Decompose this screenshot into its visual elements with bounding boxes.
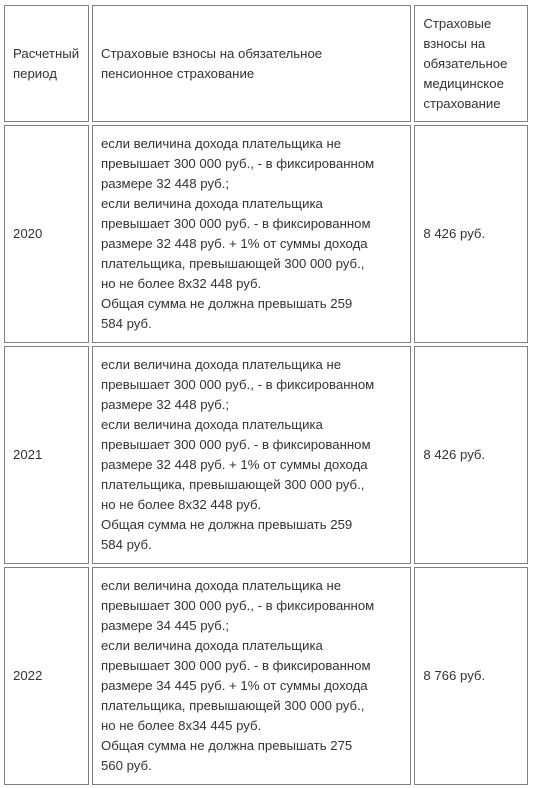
pension-text-line: превышает 300 000 руб. - в фиксированном — [100, 437, 371, 452]
pension-text-line: 584 руб. — [100, 316, 152, 331]
pension-text-line: превышает 300 000 руб., - в фиксированном — [100, 377, 375, 392]
header-text-line: пенсионное страхование — [100, 65, 255, 81]
table-row — [4, 567, 528, 785]
pension-text-line: Общая сумма не должна превышать 275 — [100, 738, 353, 753]
header-period — [4, 5, 89, 122]
pension-text-line: размере 34 445 руб.; — [100, 618, 230, 633]
pension-text-line: превышает 300 000 руб. - в фиксированном — [100, 216, 371, 231]
pension-text-line: Общая сумма не должна превышать 259 — [100, 517, 353, 532]
pension-text-line: размере 32 448 руб. + 1% от суммы дохода — [100, 457, 368, 472]
pension-text-line: 560 руб. — [100, 758, 152, 773]
pension-text-line: если величина дохода плательщика не — [100, 136, 342, 151]
pension-text-line: но не более 8х32 448 руб. — [100, 497, 262, 512]
table-header-row — [4, 5, 528, 122]
medical-cell: 8 426 руб. — [414, 125, 528, 343]
pension-text-line: но не более 8х32 448 руб. — [100, 276, 262, 291]
pension-text-line: размере 32 448 руб.; — [100, 176, 230, 191]
pension-text-line: если величина дохода плательщика — [100, 417, 323, 432]
pension-text-line: превышает 300 000 руб., - в фиксированном — [100, 156, 375, 171]
header-text-line: обязательное — [423, 55, 508, 71]
header-text-line: Страховые — [423, 15, 492, 31]
medical-cell: 8 766 руб. — [414, 567, 528, 785]
header-text-line: Расчетный — [13, 45, 80, 61]
pension-text-line: плательщика, превышающей 300 000 руб., — [100, 477, 365, 492]
pension-cell — [92, 346, 411, 564]
pension-text-line: но не более 8х34 445 руб. — [100, 718, 262, 733]
pension-text-line: размере 32 448 руб.; — [100, 397, 230, 412]
pension-text-line: плательщика, превышающей 300 000 руб., — [100, 256, 365, 271]
header-text-line: взносы на — [423, 35, 486, 51]
period-cell: 2020 — [4, 125, 89, 343]
pension-text-line: если величина дохода плательщика не — [100, 357, 342, 372]
header-text-line: страхование — [423, 95, 501, 111]
insurance-contributions-table — [1, 2, 531, 788]
pension-text-line: если величина дохода плательщика — [100, 196, 323, 211]
pension-text-line: 584 руб. — [100, 537, 152, 552]
pension-text-line: превышает 300 000 руб., - в фиксированном — [100, 598, 375, 613]
medical-cell: 8 426 руб. — [414, 346, 528, 564]
table-row — [4, 125, 528, 343]
pension-text-line: размере 34 445 руб. + 1% от суммы дохода — [100, 678, 368, 693]
header-pension — [92, 5, 411, 122]
pension-text-line: плательщика, превышающей 300 000 руб., — [100, 698, 365, 713]
pension-text-line: Общая сумма не должна превышать 259 — [100, 296, 353, 311]
period-cell: 2022 — [4, 567, 89, 785]
table-row — [4, 346, 528, 564]
header-text-line: период — [13, 65, 57, 81]
header-text-line: медицинское — [423, 75, 504, 91]
pension-text-line: превышает 300 000 руб. - в фиксированном — [100, 658, 371, 673]
pension-cell — [92, 567, 411, 785]
pension-cell — [92, 125, 411, 343]
pension-text-line: если величина дохода плательщика не — [100, 578, 342, 593]
period-cell: 2021 — [4, 346, 89, 564]
pension-text-line: размере 32 448 руб. + 1% от суммы дохода — [100, 236, 368, 251]
pension-text-line: если величина дохода плательщика — [100, 638, 323, 653]
header-text-line: Страховые взносы на обязательное — [100, 45, 323, 61]
header-medical — [414, 5, 528, 122]
